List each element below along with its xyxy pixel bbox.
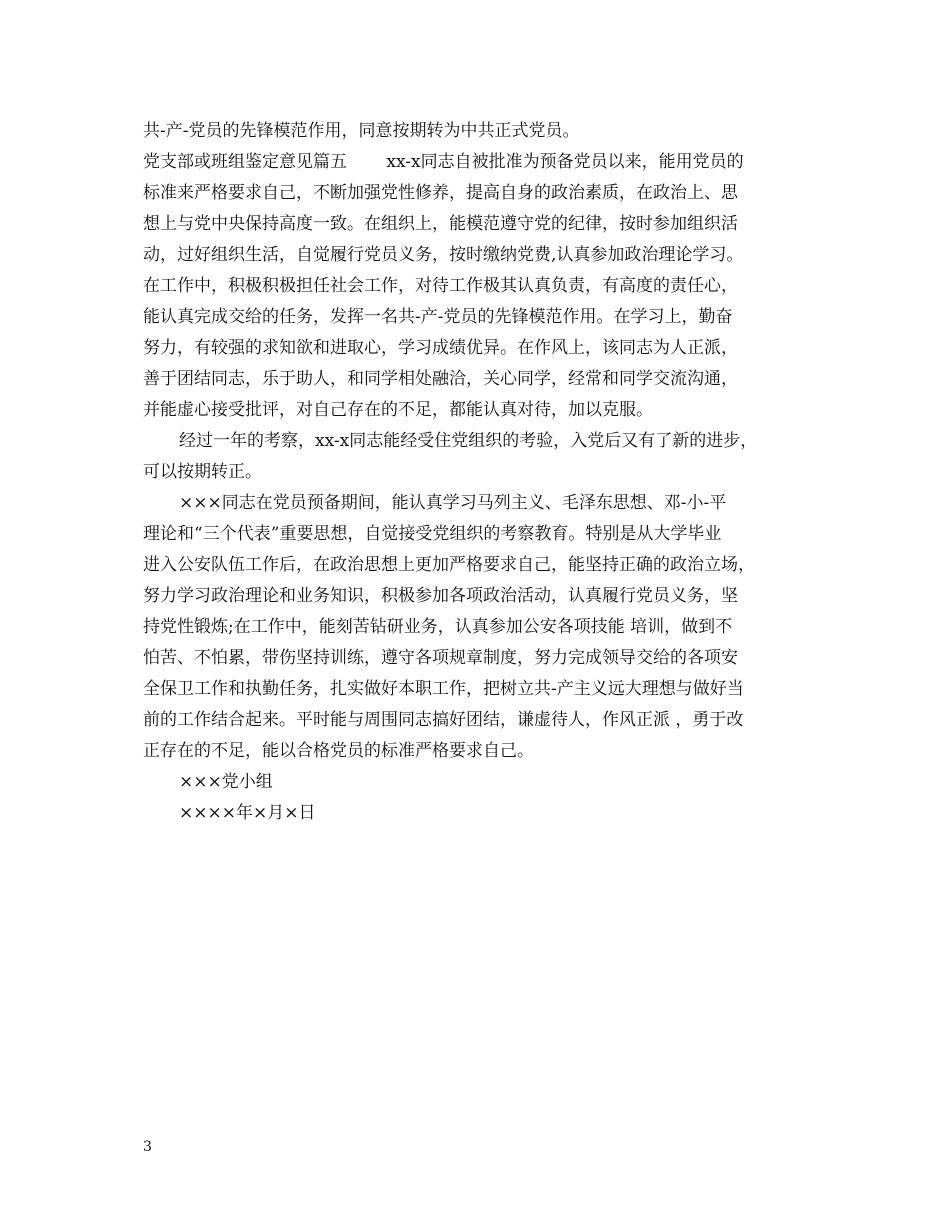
text-line: 正存在的不足，能以合格党员的标准严格要求自己。 [143, 741, 534, 761]
text-line: 持党性锻炼;在工作中，能刻苦钻研业务，认真参加公安各项技能 培训，做到不 [143, 617, 733, 637]
text-line: 努力学习政治理论和业务知识，积极参加各项政治活动，认真履行党员义务，坚 [143, 586, 738, 606]
text-line: 前的工作结合起来。平时能与周围同志搞好团结，谦虚待人，作风正派 ，勇于改 [143, 710, 744, 730]
text-line: 怕苦、不怕累，带伤坚持训练，遵守各项规章制度，努力完成领导交给的各项安 [143, 648, 738, 668]
text-line: 共-产-党员的先锋模范作用，同意按期转为中共正式党员。 [143, 121, 580, 141]
text-line: 标准来严格要求自己，不断加强党性修养，提高自身的政治素质，在政治上、思 [143, 183, 738, 203]
page-number: 3 [143, 1139, 152, 1155]
text-line: 进入公安队伍工作后，在政治思想上更加严格要求自己，能坚持正确的政治立场， [143, 555, 755, 575]
text-line: 全保卫工作和执勤任务，扎实做好本职工作，把树立共-产主义远大理想与做好当 [143, 679, 744, 699]
text-line: 理论和“三个代表”重要思想，自觉接受党组织的考察教育。特别是从大学毕业 [143, 524, 722, 544]
text-line: 努力，有较强的求知欲和进取心，学习成绩优异。在作风上，该同志为人正派， [143, 338, 738, 358]
text-line: 经过一年的考察，xx-x同志能经受住党组织的考验，入党后又有了新的进步， [179, 431, 758, 451]
document-body [143, 116, 823, 829]
text-line: ×××同志在党员预备期间，能认真学习马列主义、毛泽东思想、邓-小-平 [179, 493, 727, 513]
text-line: 并能虚心接受批评，对自己存在的不足，都能认真对待，加以克服。 [143, 400, 653, 420]
signature-group: ×××党小组 [179, 772, 273, 792]
text-line: 动，过好组织生活，自觉履行党员义务，按时缴纳党费,认真参加政治理论学习。 [143, 245, 744, 265]
text-line: 善于团结同志，乐于助人，和同学相处融洽，关心同学，经常和同学交流沟通， [143, 369, 738, 389]
signature-date: ××××年×月×日 [179, 803, 316, 823]
text-line: 想上与党中央保持高度一致。在组织上，能模范遵守党的纪律，按时参加组织活 [143, 214, 738, 234]
text-line: 可以按期转正。 [143, 462, 262, 482]
text-line: 在工作中，积极积极担任社会工作，对待工作极其认真负责，有高度的责任心， [143, 276, 738, 296]
text-line: 党支部或班组鉴定意见篇五 xx-x同志自被批准为预备党员以来，能用党员的 [143, 152, 744, 172]
text-line: 能认真完成交给的任务，发挥一名共-产-党员的先锋模范作用。在学习上，勤奋 [143, 307, 733, 327]
